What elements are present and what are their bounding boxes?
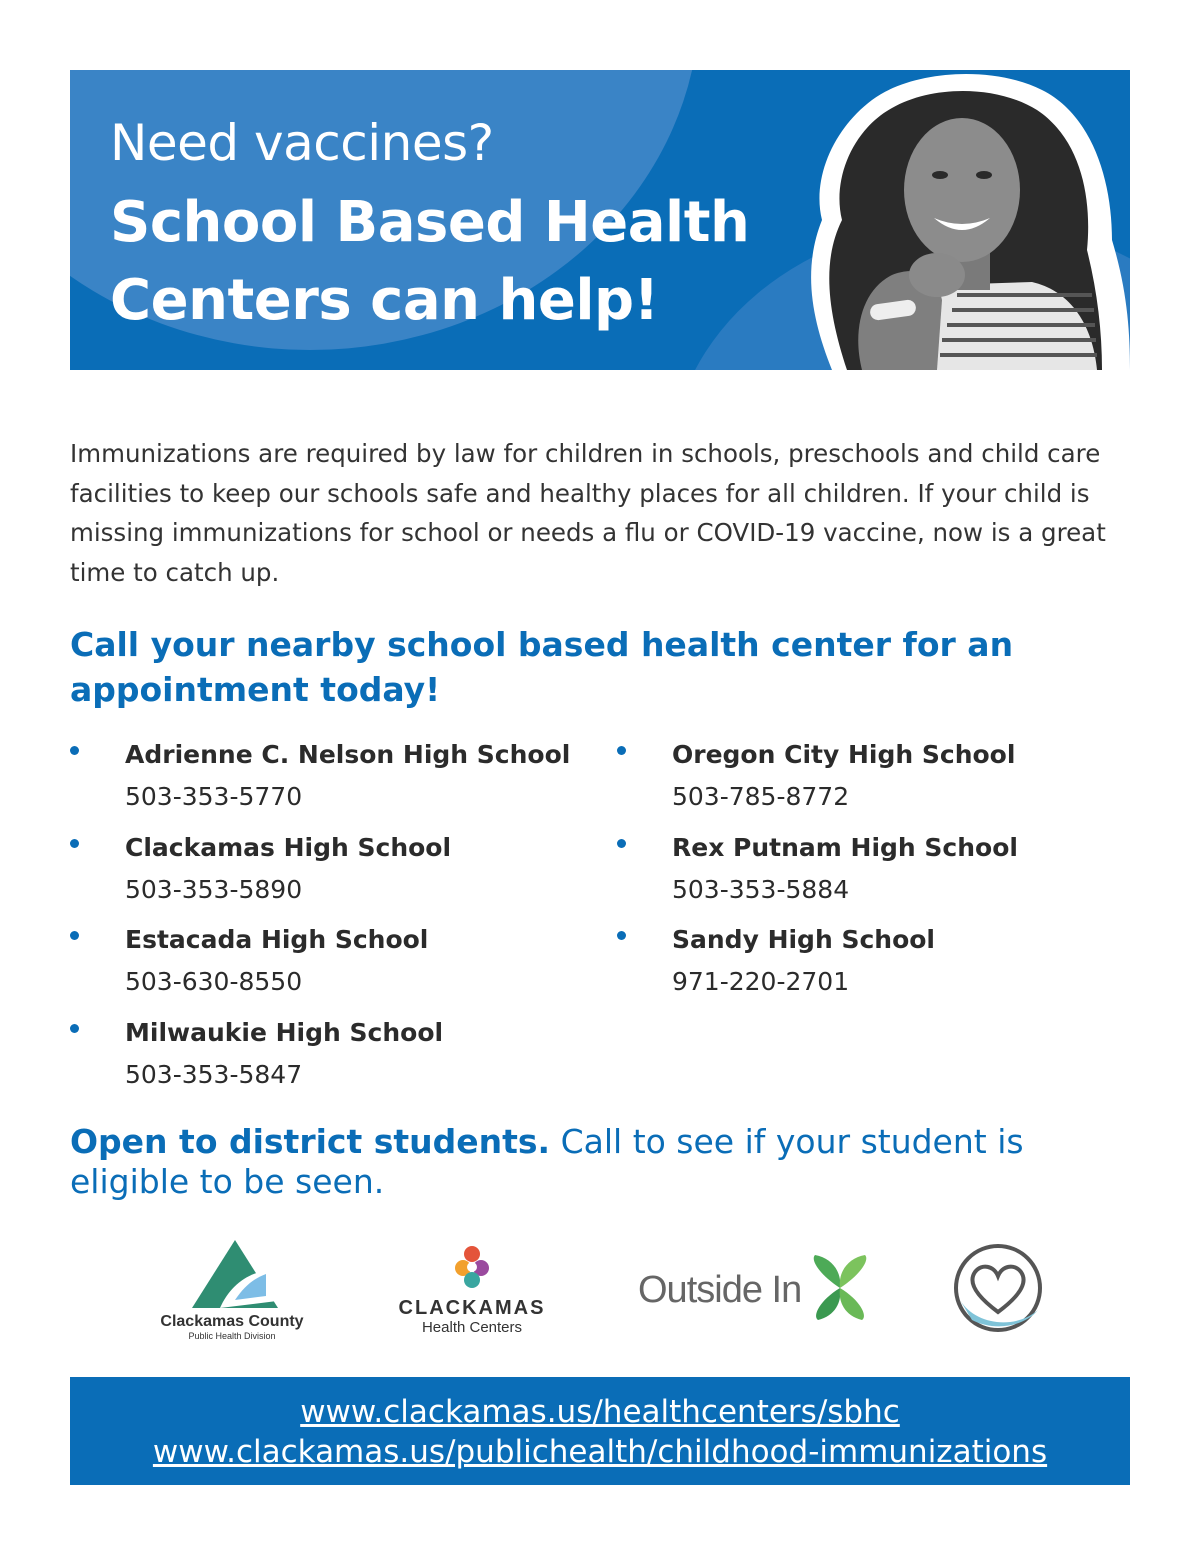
school-name: Milwaukie High School bbox=[125, 1018, 444, 1047]
student-photo bbox=[792, 70, 1130, 370]
bullet-icon bbox=[70, 839, 79, 848]
school-name: Oregon City High School bbox=[672, 740, 1016, 769]
partner-logos bbox=[70, 1230, 1130, 1350]
clackamas-county-sub: Public Health Division bbox=[188, 1331, 276, 1341]
eligibility-note-rest: Call to see if your student is eligible to be seen. bbox=[70, 1122, 1024, 1201]
school-name: Adrienne C. Nelson High School bbox=[125, 740, 571, 769]
bullet-icon bbox=[617, 931, 626, 940]
school-phone[interactable]: 503-353-5884 bbox=[672, 875, 850, 904]
school-item bbox=[617, 925, 1117, 1005]
school-item bbox=[617, 740, 1117, 820]
heart-circle-logo bbox=[956, 1246, 1040, 1330]
school-name: Clackamas High School bbox=[125, 833, 452, 862]
clackamas-county-logo bbox=[160, 1240, 303, 1341]
school-item bbox=[617, 833, 1117, 913]
sbhc-link[interactable]: www.clackamas.us/healthcenters/sbhc bbox=[300, 1394, 900, 1430]
immunizations-link[interactable]: www.clackamas.us/publichealth/childhood-immunizations bbox=[152, 1434, 1048, 1470]
hero-banner bbox=[70, 70, 1130, 370]
call-to-action-heading: Call your nearby school based health center for an appointment today! bbox=[70, 625, 1014, 709]
bullet-icon bbox=[617, 746, 626, 755]
bullet-icon bbox=[617, 839, 626, 848]
school-phone[interactable]: 503-353-5770 bbox=[125, 782, 303, 811]
banner-eyebrow: Need vaccines? bbox=[110, 114, 494, 172]
school-item bbox=[70, 833, 570, 913]
school-name: Sandy High School bbox=[672, 925, 936, 954]
school-phone[interactable]: 503-353-5847 bbox=[125, 1060, 303, 1089]
clackamas-health-centers-logo bbox=[399, 1246, 546, 1336]
school-phone[interactable]: 503-630-8550 bbox=[125, 967, 303, 996]
school-phone[interactable]: 503-353-5890 bbox=[125, 875, 303, 904]
clackamas-county-name: Clackamas County bbox=[160, 1313, 304, 1330]
school-item bbox=[70, 925, 570, 1005]
intro-paragraph: Immunizations are required by law for children in schools, preschools and child care facilities to keep our schools safe and healthy places for all children. If your child is missing immunizations for school or needs a flu or COVID-19 vaccine, now is a great time to catch up. bbox=[70, 439, 1106, 587]
outside-in-name: Outside In bbox=[638, 1269, 802, 1311]
bullet-icon bbox=[70, 931, 79, 940]
footer-links-bar bbox=[70, 1377, 1130, 1485]
school-item bbox=[70, 1018, 570, 1098]
eligibility-note bbox=[70, 1122, 1130, 1202]
school-name: Rex Putnam High School bbox=[672, 833, 1018, 862]
bullet-icon bbox=[70, 746, 79, 755]
outside-in-logo bbox=[638, 1255, 866, 1320]
school-phone[interactable]: 971-220-2701 bbox=[672, 967, 850, 996]
bullet-icon bbox=[70, 1024, 79, 1033]
eligibility-note-bold: Open to district students. bbox=[70, 1122, 551, 1161]
school-phone[interactable]: 503-785-8772 bbox=[672, 782, 850, 811]
school-item bbox=[70, 740, 570, 820]
health-centers-name: CLACKAMAS bbox=[398, 1297, 546, 1319]
school-name: Estacada High School bbox=[125, 925, 429, 954]
school-list bbox=[70, 740, 1130, 1100]
health-centers-sub: Health Centers bbox=[421, 1319, 523, 1336]
banner-title: School Based Health Centers can help! bbox=[110, 190, 750, 333]
